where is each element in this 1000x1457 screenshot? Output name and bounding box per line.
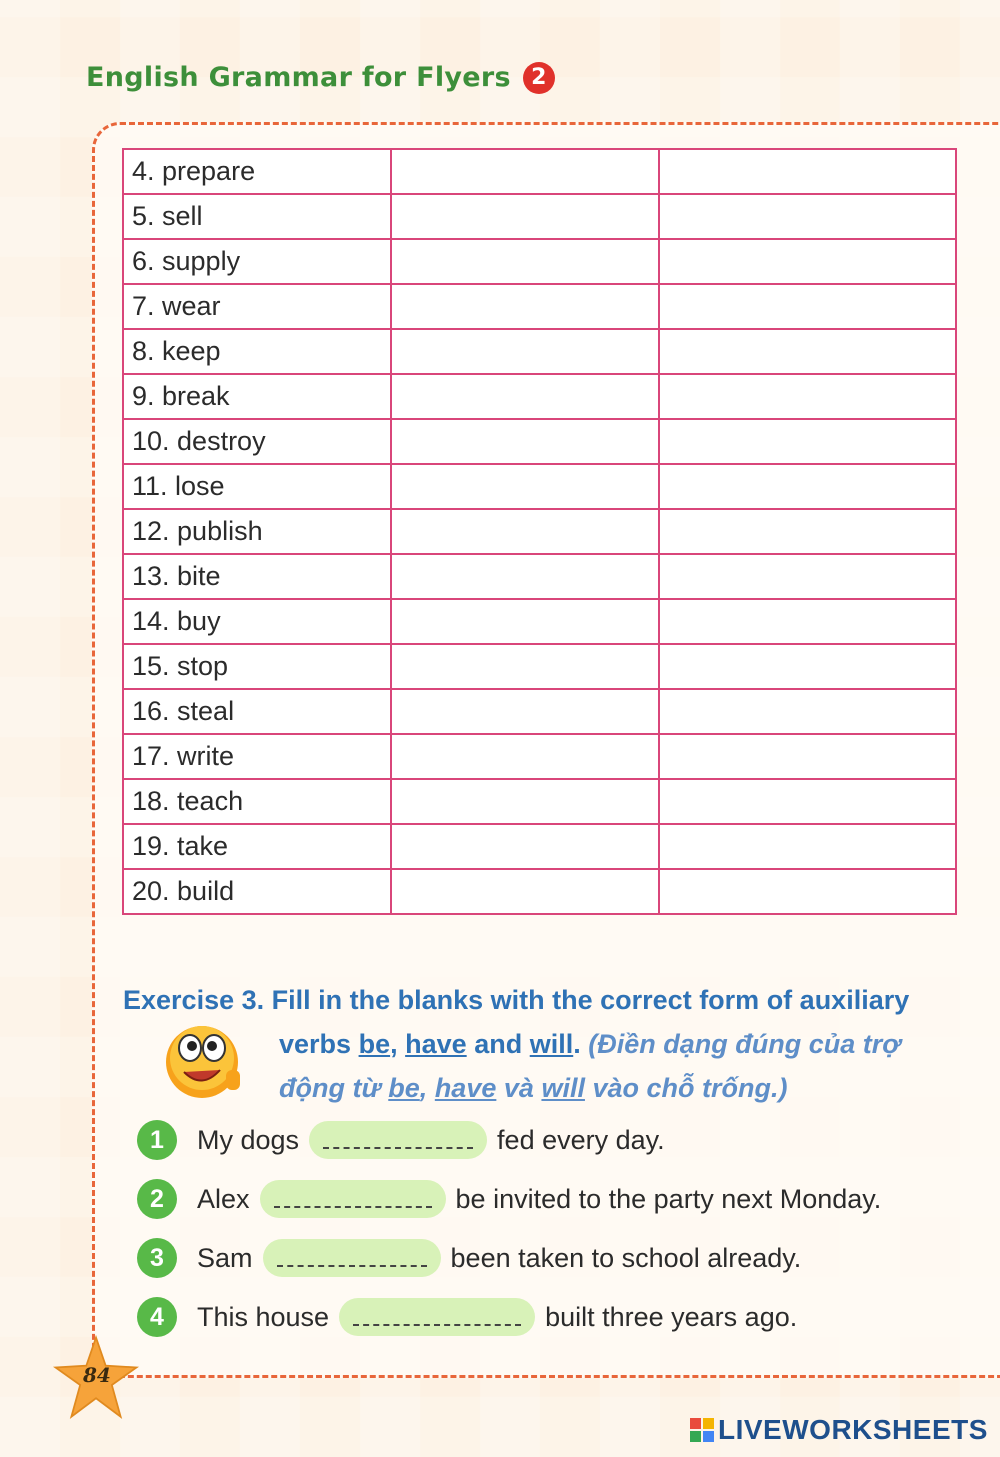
table-row xyxy=(123,644,956,689)
past-participle-answer-cell[interactable] xyxy=(659,284,956,329)
emoji-mascot-icon xyxy=(160,1020,250,1100)
word-will: will xyxy=(529,1029,574,1059)
past-participle-answer-cell[interactable] xyxy=(659,194,956,239)
verb-cell: 14. buy xyxy=(123,599,391,644)
exercise-item-3 xyxy=(137,1236,801,1280)
liveworksheets-watermark xyxy=(690,1414,988,1446)
past-participle-answer-cell[interactable] xyxy=(659,689,956,734)
verb-cell: 8. keep xyxy=(123,329,391,374)
past-simple-answer-cell[interactable] xyxy=(391,779,659,824)
book-title-text: English Grammar for Flyers xyxy=(86,62,511,93)
past-simple-answer-cell[interactable] xyxy=(391,644,659,689)
period: . xyxy=(573,1029,581,1059)
past-simple-answer-cell[interactable] xyxy=(391,734,659,779)
past-simple-answer-cell[interactable] xyxy=(391,554,659,599)
item-text-after: be invited to the party next Monday. xyxy=(455,1183,882,1214)
past-simple-answer-cell[interactable] xyxy=(391,824,659,869)
past-participle-answer-cell[interactable] xyxy=(659,779,956,824)
vietnamese-instruction: (Điền dạng đúng của trợ xyxy=(588,1029,901,1059)
and-word: and xyxy=(474,1029,523,1059)
table-row xyxy=(123,509,956,554)
table-row xyxy=(123,329,956,374)
vi-and: và xyxy=(503,1073,534,1103)
past-simple-answer-cell[interactable] xyxy=(391,374,659,419)
table-row xyxy=(123,869,956,914)
verbs-word: verbs xyxy=(279,1029,352,1059)
verb-cell: 15. stop xyxy=(123,644,391,689)
past-simple-answer-cell[interactable] xyxy=(391,194,659,239)
verb-cell: 12. publish xyxy=(123,509,391,554)
item-text-before: My dogs xyxy=(197,1124,300,1155)
past-simple-answer-cell[interactable] xyxy=(391,689,659,734)
exercise-item-2 xyxy=(137,1177,881,1221)
answer-blank-2[interactable] xyxy=(260,1180,446,1218)
past-participle-answer-cell[interactable] xyxy=(659,149,956,194)
past-simple-answer-cell[interactable] xyxy=(391,869,659,914)
item-number-badge: 2 xyxy=(137,1179,177,1219)
table-row xyxy=(123,419,956,464)
table-row xyxy=(123,689,956,734)
page-number: 84 xyxy=(83,1363,111,1387)
verb-cell: 9. break xyxy=(123,374,391,419)
past-simple-answer-cell[interactable] xyxy=(391,419,659,464)
table-row xyxy=(123,374,956,419)
answer-blank-1[interactable] xyxy=(309,1121,487,1159)
table-row xyxy=(123,239,956,284)
past-participle-answer-cell[interactable] xyxy=(659,419,956,464)
table-row xyxy=(123,149,956,194)
item-number-badge: 1 xyxy=(137,1120,177,1160)
verb-cell: 20. build xyxy=(123,869,391,914)
verb-cell: 19. take xyxy=(123,824,391,869)
verb-cell: 16. steal xyxy=(123,689,391,734)
item-text-after: built three years ago. xyxy=(545,1301,798,1332)
watermark-text: LIVEWORKSHEETS xyxy=(718,1414,988,1445)
past-simple-answer-cell[interactable] xyxy=(391,464,659,509)
table-row xyxy=(123,824,956,869)
item-text-after: fed every day. xyxy=(497,1124,665,1155)
book-number-badge: 2 xyxy=(523,62,555,94)
answer-blank-4[interactable] xyxy=(339,1298,535,1336)
verb-cell: 5. sell xyxy=(123,194,391,239)
past-participle-answer-cell[interactable] xyxy=(659,599,956,644)
past-participle-answer-cell[interactable] xyxy=(659,239,956,284)
table-row xyxy=(123,194,956,239)
verb-cell: 4. prepare xyxy=(123,149,391,194)
item-number-badge: 3 xyxy=(137,1238,177,1278)
past-simple-answer-cell[interactable] xyxy=(391,149,659,194)
past-simple-answer-cell[interactable] xyxy=(391,509,659,554)
answer-blank-3[interactable] xyxy=(263,1239,441,1277)
vi-comma: , xyxy=(419,1073,428,1103)
past-participle-answer-cell[interactable] xyxy=(659,329,956,374)
past-participle-answer-cell[interactable] xyxy=(659,509,956,554)
item-text-before: Alex xyxy=(197,1183,250,1214)
past-participle-answer-cell[interactable] xyxy=(659,374,956,419)
past-participle-answer-cell[interactable] xyxy=(659,734,956,779)
verb-cell: 13. bite xyxy=(123,554,391,599)
liveworksheets-logo-icon xyxy=(690,1418,714,1442)
table-row xyxy=(123,284,956,329)
book-title xyxy=(86,62,555,94)
item-text-after: been taken to school already. xyxy=(450,1242,802,1273)
table-row xyxy=(123,779,956,824)
word-be: be xyxy=(358,1029,391,1059)
item-text-before: Sam xyxy=(197,1242,253,1273)
vi-word-be: be xyxy=(388,1073,420,1103)
exercise-item-1 xyxy=(137,1118,665,1162)
past-participle-answer-cell[interactable] xyxy=(659,554,956,599)
vi-word-have: have xyxy=(434,1073,497,1103)
verb-cell: 10. destroy xyxy=(123,419,391,464)
past-participle-answer-cell[interactable] xyxy=(659,464,956,509)
past-simple-answer-cell[interactable] xyxy=(391,284,659,329)
word-have: have xyxy=(405,1029,467,1059)
verb-cell: 7. wear xyxy=(123,284,391,329)
verb-cell: 18. teach xyxy=(123,779,391,824)
verb-cell: 11. lose xyxy=(123,464,391,509)
exercise-heading: Exercise 3. Fill in the blanks with the correct form of auxiliary xyxy=(123,985,910,1015)
past-participle-answer-cell[interactable] xyxy=(659,824,956,869)
vi-suffix: vào chỗ trống.) xyxy=(592,1073,788,1103)
past-simple-answer-cell[interactable] xyxy=(391,599,659,644)
vi-word-will: will xyxy=(541,1073,585,1103)
past-simple-answer-cell[interactable] xyxy=(391,329,659,374)
past-participle-answer-cell[interactable] xyxy=(659,869,956,914)
past-simple-answer-cell[interactable] xyxy=(391,239,659,284)
comma: , xyxy=(390,1029,398,1059)
vi-text: động từ xyxy=(279,1073,381,1103)
table-row xyxy=(123,599,956,644)
verb-cell: 6. supply xyxy=(123,239,391,284)
item-text-before: This house xyxy=(197,1301,330,1332)
table-row xyxy=(123,734,956,779)
exercise-item-4 xyxy=(137,1295,797,1339)
item-number-badge: 4 xyxy=(137,1297,177,1337)
verb-cell: 17. write xyxy=(123,734,391,779)
past-participle-answer-cell[interactable] xyxy=(659,644,956,689)
table-row xyxy=(123,554,956,599)
table-row xyxy=(123,464,956,509)
verb-table xyxy=(122,148,957,915)
